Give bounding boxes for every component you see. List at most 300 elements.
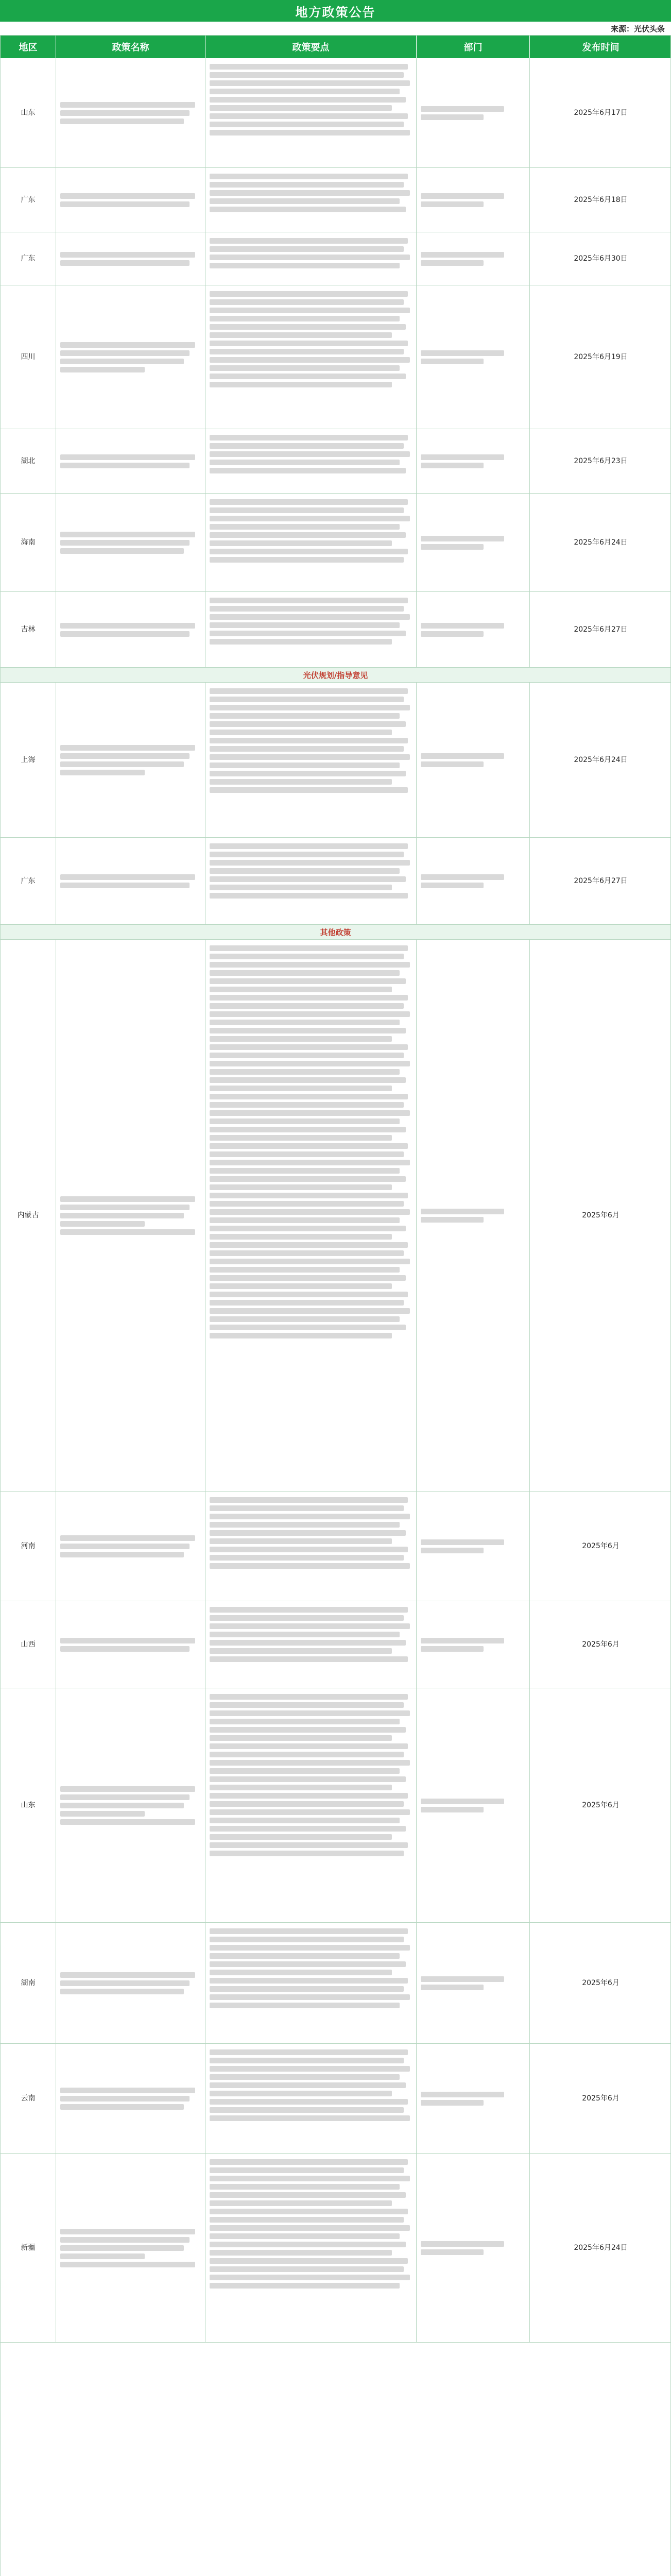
department-cell — [417, 58, 530, 167]
text-line-placeholder — [210, 2233, 400, 2239]
text-line-placeholder — [210, 549, 408, 554]
text-line-placeholder — [210, 622, 400, 628]
text-line-placeholder — [210, 1727, 406, 1733]
text-line-placeholder — [60, 463, 190, 468]
region-cell: 广东 — [1, 232, 56, 285]
text-line-placeholder — [210, 762, 400, 768]
text-line-placeholder — [60, 102, 195, 108]
text-line-placeholder — [210, 1538, 392, 1544]
text-line-placeholder — [210, 1069, 400, 1075]
text-line-placeholder — [210, 1937, 404, 1942]
text-line-placeholder — [421, 2092, 504, 2097]
text-line-placeholder — [210, 954, 404, 959]
text-line-placeholder — [60, 359, 184, 364]
text-line-placeholder — [421, 883, 484, 888]
text-line-placeholder — [60, 1811, 145, 1817]
text-line-placeholder — [210, 1710, 410, 1716]
text-line-placeholder — [210, 631, 406, 636]
text-line-placeholder — [60, 193, 195, 199]
table-row — [1, 683, 670, 838]
text-line-placeholder — [210, 532, 406, 538]
text-line-placeholder — [421, 454, 504, 460]
table-row — [1, 592, 670, 668]
text-line-placeholder — [421, 193, 504, 199]
text-line-placeholder — [210, 787, 408, 793]
header-key-points: 政策要点 — [205, 36, 417, 58]
text-line-placeholder — [210, 1547, 408, 1552]
text-line-placeholder — [210, 2167, 404, 2173]
text-line-placeholder — [210, 2266, 404, 2272]
text-line-placeholder — [210, 1760, 410, 1766]
text-line-placeholder — [60, 1196, 195, 1202]
text-line-placeholder — [210, 1292, 408, 1297]
text-line-placeholder — [210, 1201, 404, 1207]
key-points-cell — [205, 285, 417, 429]
region-cell: 上海 — [1, 683, 56, 837]
table-row — [1, 429, 670, 494]
text-line-placeholder — [60, 1989, 184, 1994]
text-line-placeholder — [60, 201, 190, 207]
text-line-placeholder — [210, 2192, 406, 2198]
text-line-placeholder — [210, 1615, 404, 1621]
text-line-placeholder — [60, 342, 195, 348]
text-line-placeholder — [60, 631, 190, 637]
text-line-placeholder — [210, 614, 410, 620]
text-line-placeholder — [421, 1638, 504, 1643]
source-line: 来源：光伏头条 — [610, 24, 665, 33]
key-points-cell — [205, 58, 417, 167]
text-line-placeholder — [210, 349, 404, 354]
text-line-placeholder — [210, 182, 404, 188]
text-line-placeholder — [421, 631, 484, 637]
date-cell: 2025年6月30日 — [574, 255, 628, 263]
text-line-placeholder — [60, 110, 190, 116]
text-line-placeholder — [210, 1209, 410, 1215]
text-line-placeholder — [210, 97, 406, 103]
text-line-placeholder — [210, 754, 410, 760]
text-line-placeholder — [210, 1160, 410, 1165]
text-line-placeholder — [60, 2104, 184, 2110]
table-body — [1, 58, 670, 2343]
text-line-placeholder — [60, 540, 190, 546]
text-line-placeholder — [210, 2066, 410, 2072]
text-line-placeholder — [210, 468, 406, 473]
text-line-placeholder — [421, 1209, 504, 1214]
text-line-placeholder — [210, 174, 408, 179]
policy-name-cell[interactable] — [56, 838, 205, 924]
text-line-placeholder — [60, 350, 190, 356]
text-line-placeholder — [210, 2258, 408, 2264]
policy-name-cell[interactable] — [56, 683, 205, 837]
text-line-placeholder — [210, 1300, 404, 1306]
text-line-placeholder — [210, 2159, 408, 2165]
table-row — [1, 1601, 670, 1688]
text-line-placeholder — [210, 1234, 392, 1240]
text-line-placeholder — [210, 1702, 404, 1708]
region-cell: 海南 — [1, 494, 56, 591]
text-line-placeholder — [210, 1945, 410, 1951]
text-line-placeholder — [210, 1308, 410, 1314]
text-line-placeholder — [421, 874, 504, 880]
text-line-placeholder — [421, 1799, 504, 1804]
text-line-placeholder — [210, 2074, 400, 2080]
text-line-placeholder — [210, 1102, 404, 1108]
text-line-placeholder — [210, 382, 392, 387]
policy-name-cell[interactable] — [56, 940, 205, 1491]
text-line-placeholder — [210, 713, 400, 719]
date-cell: 2025年6月17日 — [574, 109, 628, 117]
text-line-placeholder — [210, 1283, 392, 1289]
text-line-placeholder — [60, 548, 184, 554]
header-policy-name: 政策名称 — [56, 36, 205, 58]
text-line-placeholder — [421, 359, 484, 364]
text-line-placeholder — [210, 1632, 400, 1637]
text-line-placeholder — [60, 1229, 195, 1235]
policy-name-cell[interactable] — [56, 168, 205, 232]
text-line-placeholder — [210, 198, 400, 204]
text-line-placeholder — [210, 995, 408, 1001]
text-line-placeholder — [60, 1205, 190, 1210]
text-line-placeholder — [210, 1143, 408, 1149]
text-line-placeholder — [421, 544, 484, 550]
text-line-placeholder — [210, 105, 392, 111]
text-line-placeholder — [210, 1970, 392, 1975]
text-line-placeholder — [210, 1110, 410, 1116]
table-row — [1, 2154, 670, 2343]
text-line-placeholder — [210, 1851, 404, 1856]
text-line-placeholder — [210, 970, 400, 976]
text-line-placeholder — [210, 2058, 404, 2063]
date-cell: 2025年6月24日 — [574, 538, 628, 547]
text-line-placeholder — [210, 1333, 392, 1338]
text-line-placeholder — [60, 532, 195, 537]
text-line-placeholder — [421, 260, 484, 266]
policy-name-cell[interactable] — [56, 592, 205, 667]
key-points-cell — [205, 683, 417, 837]
text-line-placeholder — [60, 2088, 195, 2093]
text-line-placeholder — [210, 2049, 408, 2055]
text-line-placeholder — [210, 1275, 406, 1281]
text-line-placeholder — [210, 507, 404, 513]
text-line-placeholder — [210, 1818, 400, 1823]
text-line-placeholder — [210, 2217, 404, 2223]
text-line-placeholder — [210, 524, 400, 530]
text-line-placeholder — [210, 540, 392, 546]
text-line-placeholder — [210, 2275, 410, 2280]
text-line-placeholder — [210, 299, 404, 305]
text-line-placeholder — [210, 1961, 406, 1967]
date-cell: 2025年6月19日 — [574, 353, 628, 361]
text-line-placeholder — [210, 1768, 400, 1774]
policy-name-cell[interactable] — [56, 285, 205, 429]
text-line-placeholder — [210, 122, 404, 127]
table-row — [1, 58, 670, 168]
text-line-placeholder — [421, 1646, 484, 1652]
text-line-placeholder — [210, 443, 404, 449]
date-cell: 2025年6月23日 — [574, 457, 628, 465]
text-line-placeholder — [210, 190, 410, 196]
date-cell: 2025年6月27日 — [574, 877, 628, 885]
text-line-placeholder — [210, 1044, 408, 1050]
department-cell — [417, 1923, 530, 2043]
date-cell: 2025年6月 — [582, 1979, 620, 1987]
text-line-placeholder — [210, 1028, 406, 1033]
table-row — [1, 232, 670, 285]
section-header: 光伏规划/指导意见 — [1, 668, 670, 683]
header-region: 地区 — [1, 36, 56, 58]
text-line-placeholder — [210, 2003, 400, 2008]
text-line-placeholder — [210, 697, 404, 702]
text-line-placeholder — [210, 1250, 404, 1256]
text-line-placeholder — [210, 2200, 392, 2206]
region-cell: 广东 — [1, 838, 56, 924]
text-line-placeholder — [60, 2096, 190, 2102]
text-line-placeholder — [60, 1638, 195, 1643]
text-line-placeholder — [60, 2237, 190, 2243]
text-line-placeholder — [210, 324, 406, 330]
text-line-placeholder — [210, 1623, 410, 1629]
region-cell: 河南 — [1, 1492, 56, 1601]
text-line-placeholder — [210, 1168, 400, 1174]
text-line-placeholder — [210, 1061, 410, 1066]
text-line-placeholder — [210, 1226, 406, 1231]
text-line-placeholder — [210, 557, 404, 563]
text-line-placeholder — [60, 118, 184, 124]
text-line-placeholder — [421, 1985, 484, 1990]
region-cell: 云南 — [1, 2044, 56, 2153]
text-line-placeholder — [60, 1972, 195, 1978]
text-line-placeholder — [210, 1094, 408, 1099]
text-line-placeholder — [60, 454, 195, 460]
date-cell: 2025年6月24日 — [574, 756, 628, 764]
table-row — [1, 285, 670, 429]
text-line-placeholder — [210, 1735, 392, 1741]
policy-name-cell[interactable] — [56, 2044, 205, 2153]
text-line-placeholder — [60, 1535, 195, 1541]
text-line-placeholder — [210, 598, 408, 603]
text-line-placeholder — [210, 1217, 400, 1223]
policy-name-cell[interactable] — [56, 232, 205, 285]
text-line-placeholder — [60, 761, 184, 767]
header-date: 发布时间 — [582, 42, 620, 53]
text-line-placeholder — [421, 252, 504, 258]
policy-name-cell[interactable] — [56, 1923, 205, 2043]
department-cell — [417, 683, 530, 837]
text-line-placeholder — [210, 1719, 400, 1724]
region-cell: 湖北 — [1, 429, 56, 493]
text-line-placeholder — [60, 623, 195, 629]
region-cell: 山西 — [1, 1601, 56, 1688]
text-line-placeholder — [60, 770, 145, 775]
text-line-placeholder — [210, 738, 408, 743]
region-cell: 山东 — [1, 58, 56, 167]
text-line-placeholder — [210, 1953, 400, 1959]
text-line-placeholder — [210, 1505, 404, 1511]
date-cell: 2025年6月24日 — [574, 2244, 628, 2252]
department-cell — [417, 1601, 530, 1688]
region-cell: 吉林 — [1, 592, 56, 667]
policy-name-cell[interactable] — [56, 1492, 205, 1601]
department-cell — [417, 2044, 530, 2153]
department-cell — [417, 1492, 530, 1601]
text-line-placeholder — [210, 1801, 404, 1807]
text-line-placeholder — [210, 606, 404, 612]
key-points-cell — [205, 838, 417, 924]
table-row — [1, 1923, 670, 2044]
date-cell: 2025年6月 — [582, 1211, 620, 1219]
text-line-placeholder — [210, 771, 406, 776]
text-line-placeholder — [60, 1794, 190, 1800]
text-line-placeholder — [210, 357, 410, 363]
text-line-placeholder — [210, 1176, 406, 1182]
department-cell — [417, 232, 530, 285]
policy-name-cell[interactable] — [56, 58, 205, 167]
text-line-placeholder — [210, 1563, 410, 1569]
region-cell: 新疆 — [1, 2154, 56, 2342]
text-line-placeholder — [210, 1514, 410, 1519]
text-line-placeholder — [60, 2229, 195, 2234]
text-line-placeholder — [210, 308, 410, 313]
text-line-placeholder — [60, 753, 190, 759]
section-header: 其他政策 — [1, 925, 670, 940]
text-line-placeholder — [210, 1978, 408, 1984]
date-cell: 2025年6月27日 — [574, 625, 628, 634]
text-line-placeholder — [421, 2249, 484, 2255]
text-line-placeholder — [60, 2245, 184, 2251]
text-line-placeholder — [210, 1826, 406, 1832]
text-line-placeholder — [421, 2100, 484, 2106]
text-line-placeholder — [421, 753, 504, 759]
text-line-placeholder — [210, 1242, 408, 1248]
policy-name-cell[interactable] — [56, 2154, 205, 2342]
key-points-cell — [205, 168, 417, 232]
page-title: 地方政策公告 — [0, 0, 671, 22]
policy-name-cell[interactable] — [56, 494, 205, 591]
text-line-placeholder — [210, 1151, 404, 1157]
key-points-cell — [205, 429, 417, 493]
date-cell: 2025年6月 — [582, 1542, 620, 1550]
policy-name-cell[interactable] — [56, 1688, 205, 1922]
department-cell — [417, 1688, 530, 1922]
key-points-cell — [205, 940, 417, 1491]
text-line-placeholder — [210, 365, 400, 371]
table-header — [1, 36, 670, 58]
text-line-placeholder — [60, 1544, 190, 1549]
text-line-placeholder — [210, 1267, 400, 1273]
region-cell: 内蒙古 — [1, 940, 56, 1491]
text-line-placeholder — [421, 1539, 504, 1545]
department-cell — [417, 429, 530, 493]
text-line-placeholder — [60, 2262, 195, 2267]
date-cell: 2025年6月18日 — [574, 196, 628, 204]
table-row — [1, 838, 670, 925]
text-line-placeholder — [210, 2115, 410, 2121]
text-line-placeholder — [210, 1077, 406, 1083]
text-line-placeholder — [60, 1819, 195, 1825]
policy-name-cell[interactable] — [56, 429, 205, 493]
text-line-placeholder — [210, 1086, 392, 1091]
text-line-placeholder — [210, 860, 410, 866]
text-line-placeholder — [210, 238, 408, 244]
text-line-placeholder — [210, 779, 392, 785]
text-line-placeholder — [421, 536, 504, 541]
text-line-placeholder — [210, 1522, 400, 1528]
key-points-cell — [205, 494, 417, 591]
key-points-cell — [205, 1923, 417, 2043]
text-line-placeholder — [60, 883, 190, 888]
text-line-placeholder — [210, 1648, 392, 1654]
text-line-placeholder — [210, 1053, 404, 1058]
department-cell — [417, 838, 530, 924]
text-line-placeholder — [421, 1217, 484, 1223]
table-row — [1, 494, 670, 592]
text-line-placeholder — [210, 978, 406, 984]
text-line-placeholder — [210, 316, 400, 321]
table-row — [1, 2044, 670, 2154]
department-cell — [417, 285, 530, 429]
department-cell — [417, 2154, 530, 2342]
text-line-placeholder — [210, 1776, 406, 1782]
region-cell: 湖南 — [1, 1923, 56, 2043]
policy-table — [0, 35, 671, 2576]
text-line-placeholder — [210, 332, 392, 338]
text-line-placeholder — [60, 1980, 190, 1986]
text-line-placeholder — [210, 1118, 400, 1124]
text-line-placeholder — [210, 2283, 400, 2289]
text-line-placeholder — [421, 106, 504, 112]
department-cell — [417, 940, 530, 1491]
text-line-placeholder — [421, 1548, 484, 1553]
text-line-placeholder — [210, 2107, 404, 2113]
text-line-placeholder — [210, 2176, 410, 2181]
text-line-placeholder — [210, 2250, 392, 2256]
text-line-placeholder — [210, 1842, 408, 1848]
key-points-cell — [205, 2044, 417, 2153]
text-line-placeholder — [210, 1994, 410, 2000]
policy-name-cell[interactable] — [56, 1601, 205, 1688]
text-line-placeholder — [60, 252, 195, 258]
text-line-placeholder — [210, 89, 400, 94]
text-line-placeholder — [210, 72, 404, 78]
text-line-placeholder — [210, 852, 404, 857]
text-line-placeholder — [210, 1834, 392, 1840]
text-line-placeholder — [210, 843, 408, 849]
key-points-cell — [205, 592, 417, 667]
text-line-placeholder — [210, 1743, 408, 1749]
text-line-placeholder — [210, 341, 408, 346]
text-line-placeholder — [210, 1752, 404, 1757]
text-line-placeholder — [210, 246, 404, 252]
text-line-placeholder — [210, 876, 406, 882]
text-line-placeholder — [210, 374, 406, 379]
text-line-placeholder — [210, 1928, 408, 1934]
text-line-placeholder — [210, 1555, 404, 1561]
text-line-placeholder — [210, 639, 392, 645]
key-points-cell — [205, 1492, 417, 1601]
text-line-placeholder — [60, 1552, 184, 1557]
text-line-placeholder — [210, 113, 408, 119]
text-line-placeholder — [210, 1640, 406, 1646]
text-line-placeholder — [60, 874, 195, 880]
text-line-placeholder — [60, 260, 190, 266]
date-cell: 2025年6月 — [582, 1801, 620, 1809]
text-line-placeholder — [210, 1316, 400, 1322]
key-points-cell — [205, 232, 417, 285]
text-line-placeholder — [421, 761, 484, 767]
text-line-placeholder — [210, 460, 400, 465]
key-points-cell — [205, 1688, 417, 1922]
text-line-placeholder — [210, 1193, 408, 1198]
